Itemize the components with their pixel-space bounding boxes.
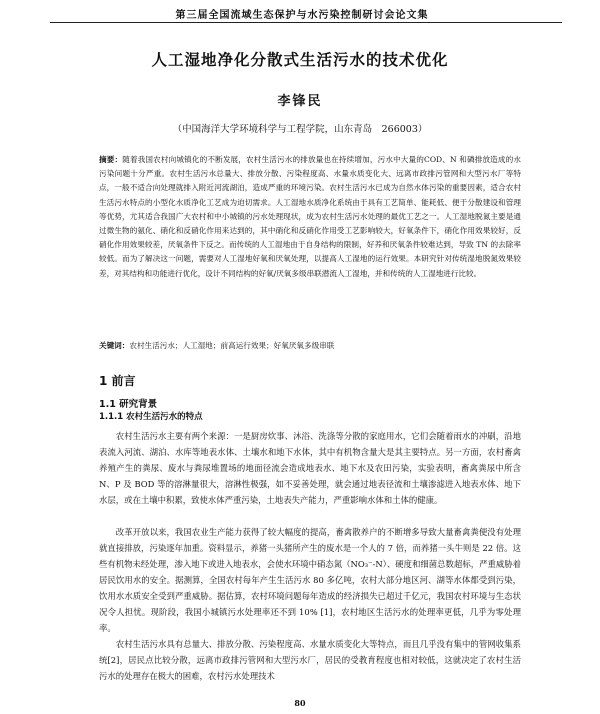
running-header: 第三届全国流域生态保护与水污染控制研讨会论文集 bbox=[175, 10, 429, 21]
body-paragraph-3: 农村生活污水具有总量大、排放分散、污染程度高、水量水质变化大等特点，而且几乎没有集中的管网收集系统[2]，居民点比较分散，远离市政排污管网和大型污水厂，居民的受教育程度也相对较低，这就决定了农村生活污水的处理存在极大的困难，农村污水处理技术 bbox=[99, 639, 521, 681]
abstract-text: 随着我国农村向城镇化的不断发展，农村生活污水的排放量也在持续增加，污水中大量的COD、N 和磷排放造成的水污染问题十分严重。农村生活污水总量大、排放分散、污染程度高、水量水质变化大、远离市政排污管网和大型污水厂等特点，一般不适合向处理就排入附近河流湖泊，造成严重的环境污染。农村生活污水已成为自然水体污染的重要因素，适合农村生活污水特点的小型化水质净化工艺成为迫切需求。人工湿地水质净化系统由于具有工艺简单、能耗低、便于分散建设和管理等优势，尤其适合我国广大农村和中小城镇的污水处理现状，成为农村生活污水处理的最优工艺之一。人工湿地脱氮主要是通过微生物的氨化、硝化和反硝化作用来达到的，其中硝化和反硝化作用受工艺影响较大，好氧条件下，硝化作用效果较好，反硝化作用效果较差，厌氧条件下反之。而传统的人工湿地由于自身结构的限制，好养和厌氧条件较难达到，导致 TN 的去除率较低。而为了解决这一问题，需要对人工湿地好氧和厌氧处理，以提高人工湿地的运行效果。本研究针对传统湿地脱氮效果较差，对其结构和功能进行优化，设计不同结构的好氧/厌氧多级串联潜流人工湿地，并和传统的人工湿地进行比较。 bbox=[99, 155, 521, 278]
section-heading-1: 1 前言 bbox=[99, 374, 136, 388]
keywords-text: 农村生活污水；人工湿地；前高运行效果；好氧厌氧多级串联 bbox=[129, 341, 335, 350]
author-name: 李锋民 bbox=[277, 94, 323, 109]
page-number: 80 bbox=[294, 698, 306, 708]
section-heading-1-1: 1.1 研究背景 bbox=[99, 399, 158, 410]
keywords bbox=[99, 340, 521, 351]
body-paragraph-2: 改革开放以来，我国农业生产能力获得了较大幅度的提高，畜禽散养户的不断增多导致大量畜禽粪便没有处理就直接排放，污染逐年加重。资料显示，养猪一头猪所产生的废水是一个人的 7 倍，而养猪一头牛则是 22 倍。这些有机物未经处理，渗入地下或进入地表水，会使水环境中硝态氮（NO₃⁻-N）、硬度和细菌总数超标，严重威胁着居民饮用水的安全。据测算，全国农村每年产生生活污水 80 多亿吨，农村大部分地区河、湖等水体都受到污染，饮用水水质安全受到严重威胁。据估算，农村环境问题每年造成的经济损失已超过千亿元，我国农村环境与生态状况令人担忧。现阶段，我国小城镇污水处理率还不到 10% [1]，农村地区生活污水的处理率更低，几乎为零处理率。 bbox=[99, 527, 521, 633]
body-paragraph-1: 农村生活污水主要有两个来源：一是厨房炊事、沐浴、洗涤等分散的家庭用水，它们会随着雨水的冲刷，沿地表流入河流、湖泊、水库等地表水体、土壤水和地下水体，其中有机物含量大是其主要特点。另一方面，农村畜禽养殖产生的粪尿、废水与粪尿堆置场的地面径流会造成地表水、地下水及农田污染，实验表明，畜禽粪尿中所含 N、P 及 BOD 等的溶淋量很大，溶淋性极强，如不妥善处理，就会通过地表径流和土壤渗滤进入地表水体、地下水层，或在土壤中积累，致使水体严重污染，土地表失产能力，严重影响水体和土体的健康。 bbox=[99, 431, 521, 505]
abstract bbox=[99, 153, 521, 281]
affiliation: （中国海洋大学环境科学与工程学院，山东青岛 266003） bbox=[172, 124, 428, 135]
section-heading-1-1-1: 1.1.1 农村生活污水的特点 bbox=[99, 412, 203, 422]
abstract-label: 摘要： bbox=[99, 155, 123, 164]
keywords-label: 关键词： bbox=[99, 341, 130, 350]
paper-title: 人工湿地净化分散式生活污水的技术优化 bbox=[151, 51, 449, 69]
header-rule bbox=[50, 22, 562, 23]
